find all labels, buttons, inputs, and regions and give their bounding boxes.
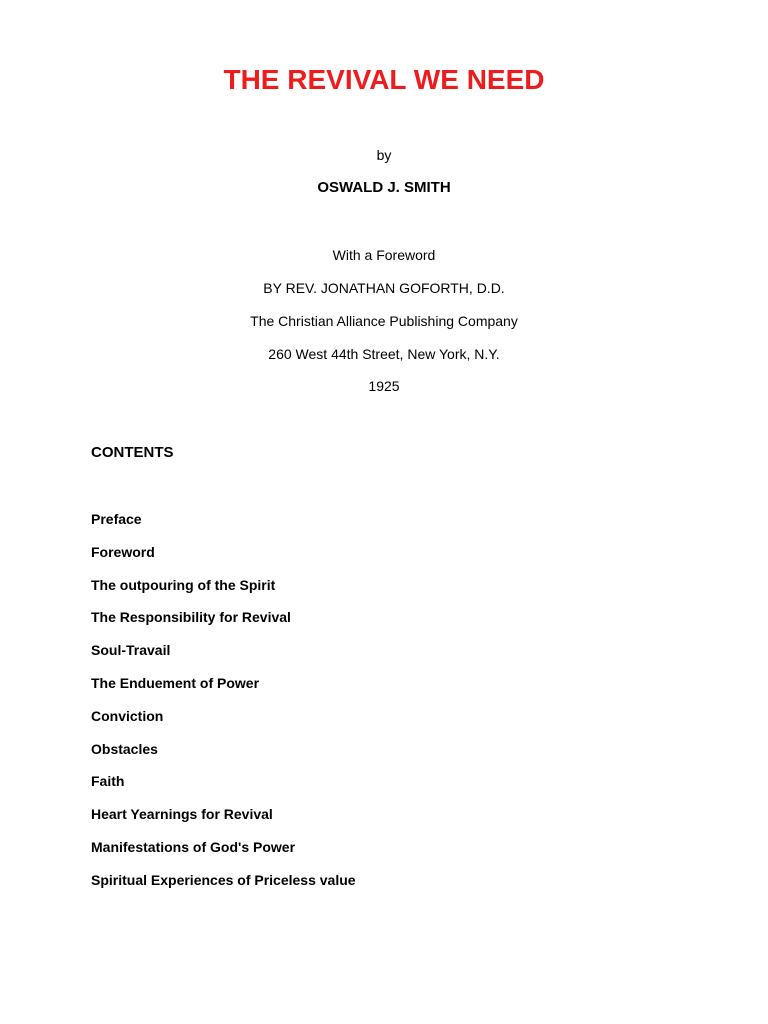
table-of-contents (91, 510, 356, 904)
toc-item: The Responsibility for Revival (91, 609, 291, 626)
publication-year: 1925 (368, 378, 400, 394)
author-name: OSWALD J. SMITH (317, 179, 451, 196)
contents-heading: CONTENTS (91, 444, 174, 461)
toc-item: Conviction (91, 707, 164, 724)
toc-item: The outpouring of the Spirit (91, 576, 276, 593)
publisher-address: 260 West 44th Street, New York, N.Y. (268, 346, 500, 362)
toc-item: Foreword (91, 543, 155, 560)
publisher-name: The Christian Alliance Publishing Company (250, 313, 518, 329)
foreword-line: With a Foreword (332, 247, 436, 263)
document-title: THE REVIVAL WE NEED (223, 64, 545, 95)
toc-item: Manifestations of God's Power (91, 838, 296, 855)
toc-item: Heart Yearnings for Revival (91, 806, 273, 823)
toc-item: Soul-Travail (91, 642, 171, 659)
toc-item: Faith (91, 773, 125, 790)
toc-item: Obstacles (91, 740, 158, 757)
foreword-author: BY REV. JONATHAN GOFORTH, D.D. (263, 280, 505, 296)
toc-item: The Enduement of Power (91, 674, 260, 691)
toc-item: Preface (91, 511, 142, 527)
toc-item: Spiritual Experiences of Priceless value (91, 871, 356, 888)
by-line: by (376, 147, 392, 163)
